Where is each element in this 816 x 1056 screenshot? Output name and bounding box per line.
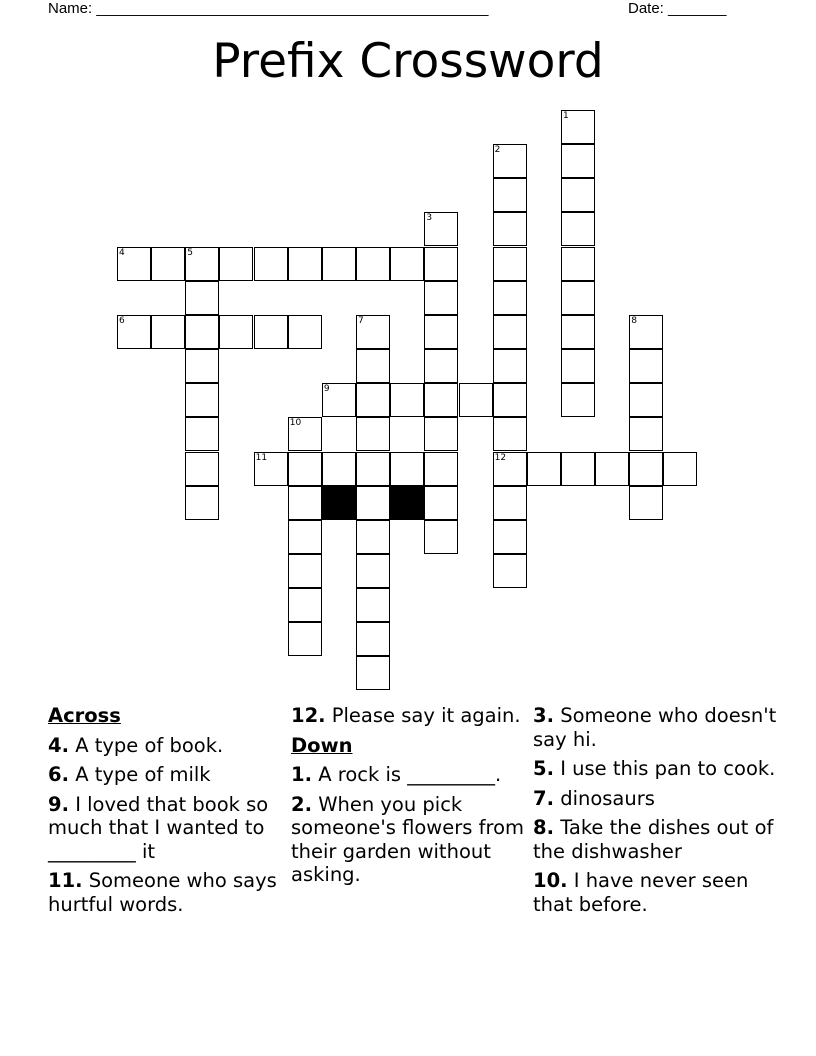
- grid-cell[interactable]: [288, 417, 322, 451]
- clue-number: 11.: [48, 869, 83, 892]
- grid-cell-black: [322, 486, 356, 520]
- down-heading: Down: [291, 733, 353, 757]
- grid-cell[interactable]: [424, 383, 458, 417]
- grid-cell[interactable]: [493, 486, 527, 520]
- clue-text: A type of book.: [75, 733, 224, 757]
- grid-cell[interactable]: [219, 247, 253, 281]
- grid-cell[interactable]: [288, 554, 322, 588]
- cell-number: 1: [562, 111, 569, 121]
- clue-across-9: [48, 793, 284, 864]
- grid-cell[interactable]: [288, 622, 322, 656]
- grid-cell[interactable]: [629, 486, 663, 520]
- grid-cell[interactable]: [459, 383, 493, 417]
- grid-cell[interactable]: [561, 315, 595, 349]
- grid-cell[interactable]: [185, 281, 219, 315]
- grid-cell[interactable]: [288, 452, 322, 486]
- grid-cell[interactable]: [185, 383, 219, 417]
- grid-cell[interactable]: [254, 247, 288, 281]
- grid-cell[interactable]: [561, 247, 595, 281]
- grid-cell[interactable]: [356, 520, 390, 554]
- grid-cell[interactable]: [424, 486, 458, 520]
- cell-number: 11: [255, 452, 268, 463]
- cell-number: 9: [323, 384, 330, 395]
- grid-cell[interactable]: [629, 452, 663, 486]
- grid-cell[interactable]: [493, 315, 527, 349]
- grid-cell[interactable]: [254, 315, 288, 349]
- grid-cell[interactable]: [356, 656, 390, 690]
- cell-number: 6: [119, 315, 125, 326]
- grid-cell[interactable]: [629, 349, 663, 383]
- grid-cell[interactable]: [561, 452, 595, 486]
- grid-cell[interactable]: [356, 315, 390, 349]
- grid-cell[interactable]: [561, 281, 595, 315]
- grid-cell[interactable]: [561, 110, 595, 144]
- grid-cell[interactable]: [185, 247, 219, 281]
- grid-cell[interactable]: [185, 452, 219, 486]
- grid-cell[interactable]: [663, 452, 697, 486]
- grid-cell[interactable]: [322, 452, 356, 486]
- clue-text: I use this pan to cook.: [560, 757, 776, 780]
- grid-cell[interactable]: [219, 315, 253, 349]
- grid-cell[interactable]: [117, 247, 151, 281]
- clue-across-4: [48, 734, 284, 758]
- grid-cell[interactable]: [424, 212, 458, 246]
- clue-down-10: [533, 869, 783, 916]
- grid-cell[interactable]: [493, 554, 527, 588]
- clue-number: 3.: [533, 704, 554, 727]
- clue-text: I loved that book so much that I wanted to _________ it: [48, 792, 269, 863]
- clue-number: 8.: [533, 816, 554, 839]
- cell-number: 10: [289, 418, 302, 429]
- grid-cell[interactable]: [151, 315, 185, 349]
- cell-number: 12: [494, 452, 507, 463]
- clue-down-8: [533, 816, 783, 863]
- date-line: Date: _______: [628, 0, 727, 17]
- grid-cell[interactable]: [595, 452, 629, 486]
- cell-number: 7: [358, 315, 364, 326]
- grid-cell[interactable]: [493, 247, 527, 281]
- clue-number: 6.: [48, 763, 69, 786]
- cell-number: 2: [494, 145, 501, 156]
- grid-cell[interactable]: [629, 383, 663, 417]
- clue-number: 2.: [291, 792, 312, 816]
- grid-cell[interactable]: [527, 452, 561, 486]
- grid-cell[interactable]: [493, 452, 527, 486]
- clue-text: Take the dishes out of the dishwasher: [533, 816, 774, 863]
- grid-cell[interactable]: [424, 452, 458, 486]
- grid-cell[interactable]: [561, 178, 595, 212]
- grid-cell[interactable]: [356, 383, 390, 417]
- grid-cell[interactable]: [356, 554, 390, 588]
- grid-cell[interactable]: [561, 383, 595, 417]
- clue-text: When you pick someone's flowers from their garden without asking.: [291, 792, 525, 886]
- clue-text: Please say it again.: [331, 704, 521, 727]
- cell-number: 8: [631, 315, 637, 326]
- grid-cell[interactable]: [356, 452, 390, 486]
- grid-cell[interactable]: [424, 349, 458, 383]
- grid-cell[interactable]: [629, 315, 663, 349]
- clue-down-7: [533, 787, 783, 811]
- across-heading: Across: [48, 704, 121, 727]
- grid-cell[interactable]: [356, 486, 390, 520]
- clue-text: I have never seen that before.: [533, 869, 749, 916]
- grid-cell[interactable]: [254, 452, 288, 486]
- grid-cell[interactable]: [493, 212, 527, 246]
- grid-cell[interactable]: [424, 281, 458, 315]
- grid-cell[interactable]: [493, 417, 527, 451]
- clue-number: 5.: [533, 757, 554, 780]
- name-line: Name: _______________________________________________: [48, 0, 489, 17]
- clue-number: 9.: [48, 792, 69, 816]
- clue-text: A type of milk: [75, 763, 211, 786]
- grid-cell[interactable]: [322, 247, 356, 281]
- grid-cell[interactable]: [356, 417, 390, 451]
- cell-number: 4: [119, 247, 125, 258]
- grid-cell[interactable]: [561, 349, 595, 383]
- grid-cell[interactable]: [356, 622, 390, 656]
- grid-cell[interactable]: [493, 520, 527, 554]
- clue-number: 12.: [291, 704, 326, 727]
- grid-cell[interactable]: [185, 417, 219, 451]
- grid-cell[interactable]: [288, 247, 322, 281]
- clue-across-11: [48, 869, 284, 916]
- grid-cell[interactable]: [322, 383, 356, 417]
- page-title: Prefix Crossword: [212, 34, 604, 89]
- grid-cell[interactable]: [561, 144, 595, 178]
- clue-down-5: [533, 757, 783, 781]
- grid-cell[interactable]: [424, 417, 458, 451]
- cell-number: 5: [187, 247, 194, 258]
- grid-cell[interactable]: [151, 247, 185, 281]
- clue-across-12: [291, 704, 527, 728]
- grid-cell[interactable]: [493, 144, 527, 178]
- clues-column-1: [48, 704, 284, 922]
- grid-cell[interactable]: [493, 178, 527, 212]
- grid-cell[interactable]: [561, 212, 595, 246]
- clue-number: 4.: [48, 733, 69, 757]
- grid-cell[interactable]: [629, 417, 663, 451]
- grid-cell[interactable]: [185, 486, 219, 520]
- clues-column-3: [533, 704, 783, 922]
- grid-cell[interactable]: [117, 315, 151, 349]
- clue-text: Someone who doesn't say hi.: [533, 704, 777, 751]
- grid-cell[interactable]: [390, 452, 424, 486]
- clue-text: A rock is _________.: [318, 763, 502, 786]
- grid-cell[interactable]: [288, 315, 322, 349]
- grid-cell[interactable]: [185, 315, 219, 349]
- clue-down-1: [291, 763, 527, 787]
- grid-cell[interactable]: [390, 247, 424, 281]
- clue-across-6: [48, 763, 284, 787]
- clue-down-2: [291, 793, 527, 887]
- grid-cell-black: [390, 486, 424, 520]
- grid-cell[interactable]: [424, 315, 458, 349]
- grid-cell[interactable]: [356, 247, 390, 281]
- grid-cell[interactable]: [424, 247, 458, 281]
- clue-number: 7.: [533, 786, 554, 810]
- grid-cell[interactable]: [390, 383, 424, 417]
- clues-column-2: [291, 704, 527, 893]
- clue-text: Someone who says hurtful words.: [48, 869, 277, 916]
- grid-cell[interactable]: [424, 520, 458, 554]
- grid-cell[interactable]: [356, 588, 390, 622]
- grid-cell[interactable]: [288, 520, 322, 554]
- grid-cell[interactable]: [288, 486, 322, 520]
- clue-number: 1.: [291, 763, 312, 786]
- cell-number: 3: [426, 213, 433, 224]
- grid-cell[interactable]: [185, 349, 219, 383]
- clue-text: dinosaurs: [560, 786, 655, 810]
- grid-cell[interactable]: [493, 281, 527, 315]
- clue-down-3: [533, 704, 783, 751]
- grid-cell[interactable]: [288, 588, 322, 622]
- grid-cell[interactable]: [356, 349, 390, 383]
- grid-cell[interactable]: [493, 349, 527, 383]
- grid-cell[interactable]: [493, 383, 527, 417]
- clue-number: 10.: [533, 869, 568, 892]
